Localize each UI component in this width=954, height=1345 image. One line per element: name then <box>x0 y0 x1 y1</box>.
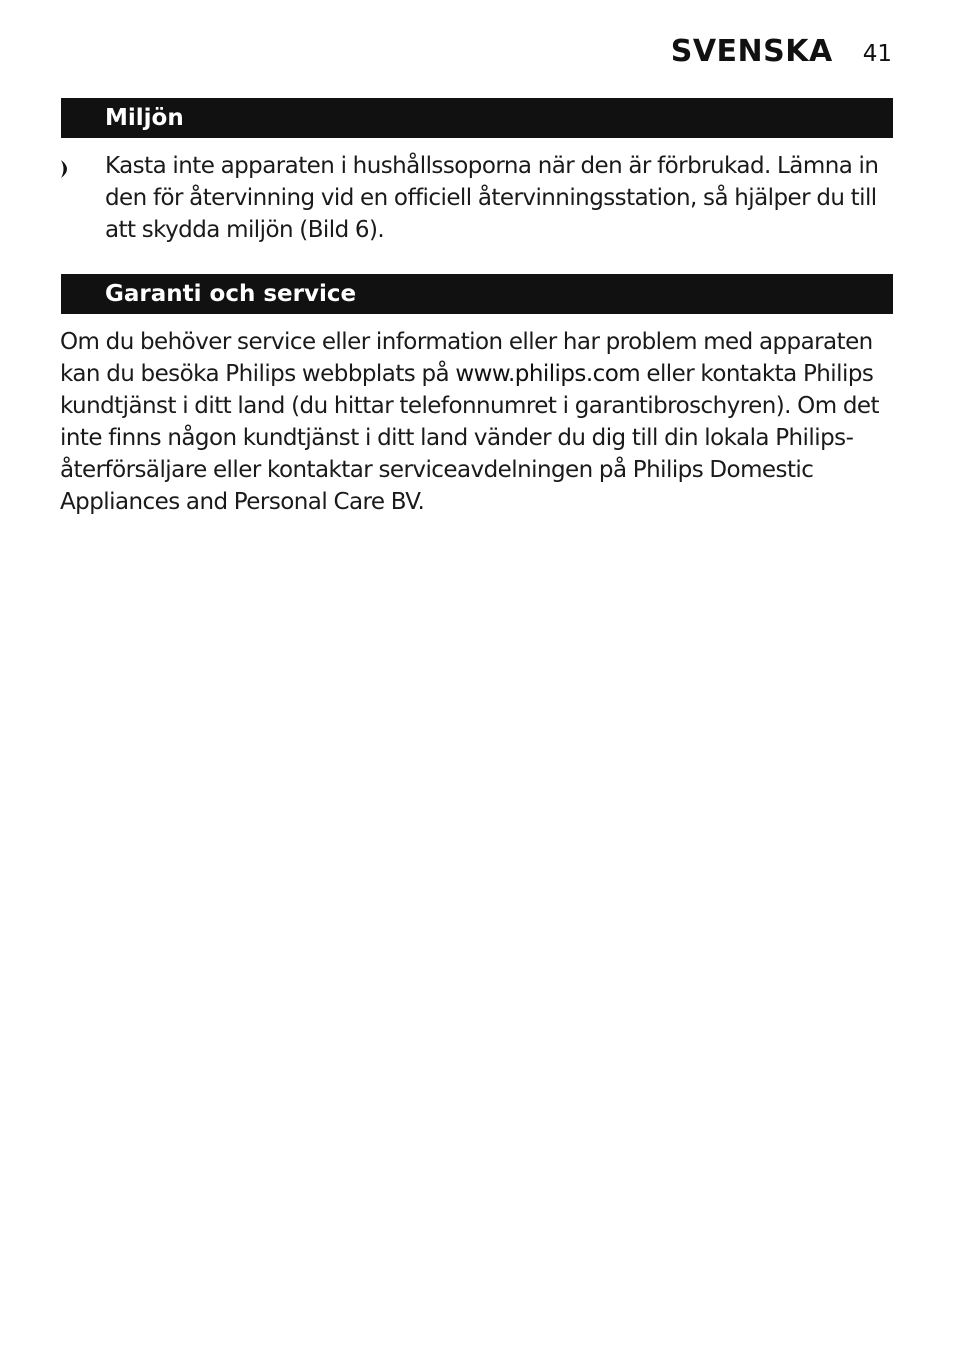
language-label: SVENSKA <box>670 34 833 69</box>
paragraph-text-after-link: eller kontakta Philips kundtjänst i ditt land (du hittar telefonnumret i garantibroschyren). Om det inte finns någon kundtjänst i ditt land vänder du dig till din lokala Philips-återförsäljare eller kontaktar serviceavdelningen på Philips Domestic Appliances and Personal Care BV. <box>60 361 879 515</box>
page-number: 41 <box>862 41 892 67</box>
bullet-arrow-icon <box>60 150 105 246</box>
section-heading-garanti <box>61 274 893 314</box>
section-heading-miljon <box>61 98 893 138</box>
body-paragraph <box>60 326 900 518</box>
bullet-item <box>60 150 900 246</box>
page-header <box>671 34 892 69</box>
philips-website-link[interactable]: www.philips.com <box>455 361 641 387</box>
section-title: Miljön <box>105 105 184 131</box>
paragraph-text-before-link: Om du behöver service eller information eller har problem med apparaten kan du besöka Philips webbplats på <box>60 329 873 387</box>
section-title: Garanti och service <box>105 281 357 307</box>
bullet-text: Kasta inte apparaten i hushållssoporna när den är förbrukad. Lämna in den för återvinning vid en officiell återvinningsstation, så hjälper du till att skydda miljön (Bild 6). <box>105 153 879 243</box>
